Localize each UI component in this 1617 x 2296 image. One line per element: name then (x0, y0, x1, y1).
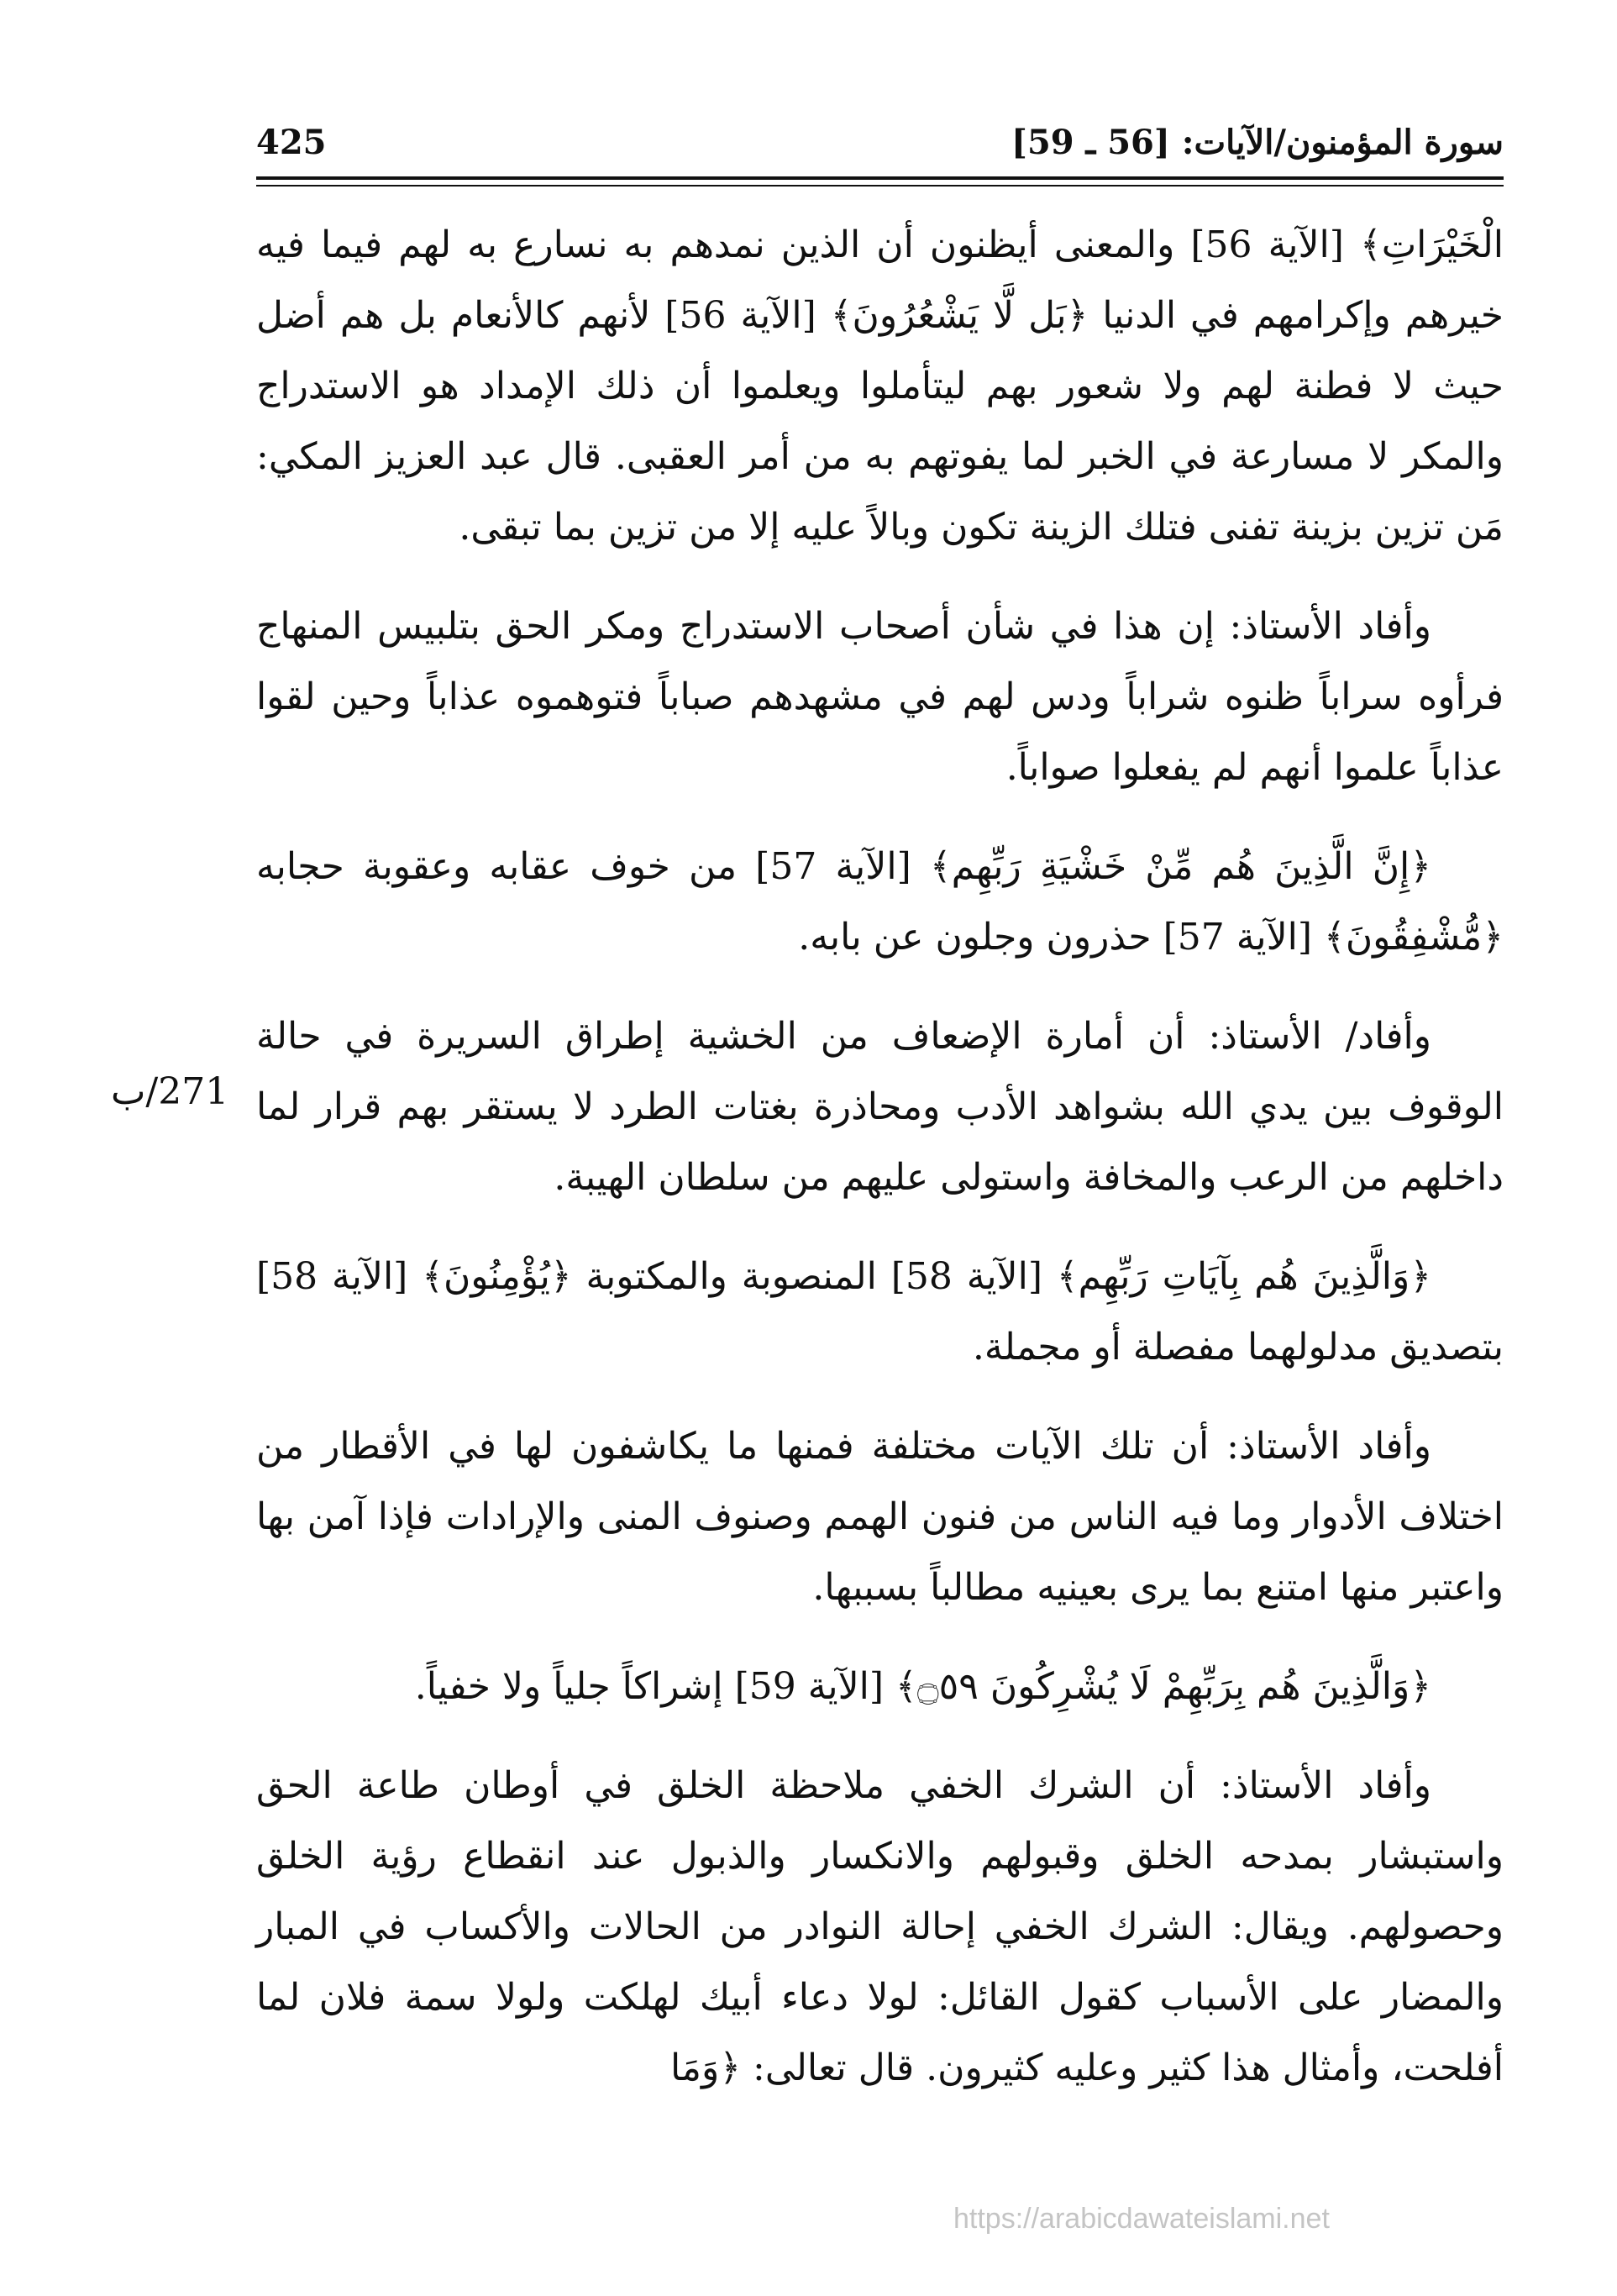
running-title: سورة المؤمنون/الآيات: [56 ـ 59] (1011, 123, 1504, 162)
paragraph-7-verse-59: ﴿وَالَّذِينَ هُم بِرَبِّهِمْ لَا يُشْرِكُونَ ۝٥٩﴾ [الآية 59] إشراكاً جلياً ولا خفياً. (414, 1665, 1431, 1708)
paragraph-5-verse-58: ﴿وَالَّذِينَ هُم بِآيَاتِ رَبِّهِم﴾ [الآية 58] المنصوبة والمكتوبة ﴿يُؤْمِنُونَ﴾ [الآية 58] بتصديق مدلولهما مفصلة أو مجملة. (256, 1255, 1504, 1369)
paragraph-8: وأفاد الأستاذ: أن الشرك الخفي ملاحظة الخلق في أوطان طاعة الحق واستبشار بمدحه الخلق وقبولهم والانكسار والذبول عند انقطاع رؤية الخلق وحصولهم. ويقال: الشرك الخفي إحالة النوادر من الحالات والأكساب في المبار والمضار على الأسباب كقول القائل: لولا دعاء أبيك لهلكت ولولا سمة فلان لما أفلحت، وأمثال هذا كثير وعليه كثيرون. قال تعالى: ﴿وَمَا (256, 1764, 1504, 2089)
paragraph-1: الْخَيْرَاتِ﴾ [الآية 56] والمعنى أيظنون أن الذين نمدهم به نسارع به لهم فيما فيه خيرهم وإكرامهم في الدنيا ﴿بَل لَّا يَشْعُرُونَ﴾ [الآية 56] لأنهم كالأنعام بل هم أضل حيث لا فطنة لهم ولا شعور بهم ليتأملوا ويعلموا أن ذلك الإمداد هو الاستدراج والمكر لا مسارعة في الخبر لما يفوتهم به من أمر العقبى. قال عبد العزيز المكي: مَن تزين بزينة تفنى فتلك الزينة تكون وبالاً عليه إلا من تزين بما تبقى. (256, 223, 1504, 549)
header-rule-thin (256, 185, 1504, 187)
page-number: 425 (256, 123, 327, 162)
paragraph-4: وأفاد/ الأستاذ: أن أمارة الإضعاف من الخشية إطراق السريرة في حالة الوقوف بين يدي الله بشواهد الأدب ومحاذرة بغتات الطرد لا يستقر بهم قرار لما داخلهم من الرعب والمخافة واستولى عليهم من سلطان الهيبة. (256, 1015, 1504, 1199)
paragraph-6: وأفاد الأستاذ: أن تلك الآيات مختلفة فمنها ما يكاشفون لها في الأقطار من اختلاف الأدوار وما فيه الناس من فنون الهمم وصنوف المنى والإرادات فإذا آمن بها واعتبر منها امتنع بما يرى بعينيه مطالباً بسببها. (256, 1425, 1504, 1609)
folio-marginal-note: 271/ب (111, 1070, 229, 1113)
paragraph-3-verse-57: ﴿إِنَّ الَّذِينَ هُم مِّنْ خَشْيَةِ رَبِّهِم﴾ [الآية 57] من خوف عقابه وعقوبة حجابه ﴿مُّشْفِقُونَ﴾ [الآية 57] حذرون وجلون عن بابه. (256, 845, 1504, 959)
header-rule-thick (256, 176, 1504, 180)
paragraph-2: وأفاد الأستاذ: إن هذا في شأن أصحاب الاستدراج ومكر الحق بتلبيس المنهاج فرأوه سراباً ظنوه شراباً ودس لهم في مشهدهم صباباً فتوهموه عذاباً وحين لقوا عذاباً علموا أنهم لم يفعلوا صواباً. (256, 605, 1504, 789)
page-body (256, 210, 1504, 2132)
watermark-url: https://arabicdawateislami.net (953, 2203, 1330, 2235)
page-header (256, 123, 1504, 173)
